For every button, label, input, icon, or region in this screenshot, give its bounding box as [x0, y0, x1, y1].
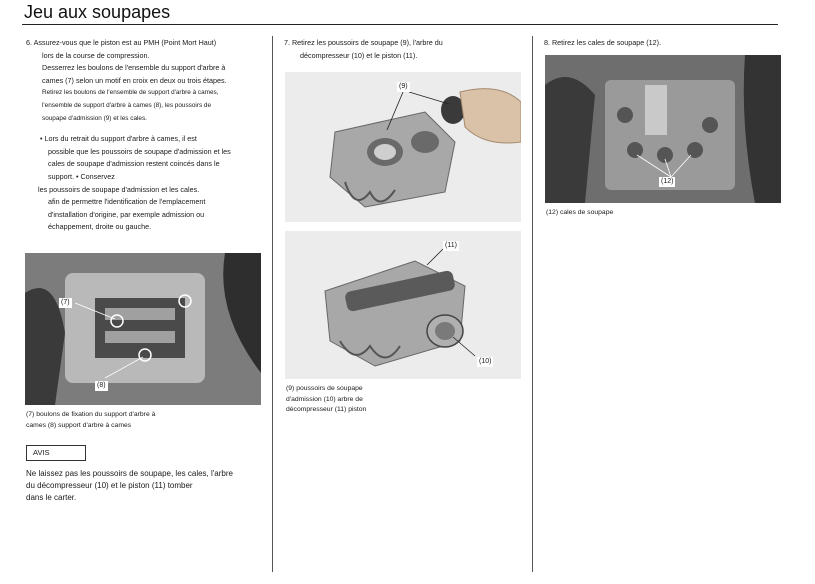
bullet-line: support. • Conservez	[48, 171, 115, 181]
column-divider-1	[272, 36, 273, 572]
bullet-line: d'installation d'origine, par exemple admission ou	[48, 209, 205, 219]
bullet-line: • Lors du retrait du support d'arbre à cames, il est	[40, 134, 197, 144]
callout-11: (11)	[445, 242, 457, 249]
title-divider	[22, 24, 778, 25]
step-6-line: Retirez les boulons de l'ensemble de support d'arbre à cames,	[42, 89, 219, 97]
callout-8: (8)	[97, 382, 106, 389]
step-6-line: l'ensemble de support d'arbre à cames (8), les poussoirs de	[42, 101, 212, 109]
valve-shims-photo	[545, 55, 781, 203]
step-6-text	[26, 37, 266, 234]
caption-line: décompresseur (11) piston	[286, 406, 367, 413]
caption-line: (9) poussoirs de soupape	[286, 385, 363, 392]
notice-line: Ne laissez pas les poussoirs de soupape, les cales, l'arbre	[26, 469, 233, 478]
figure-caption-2	[286, 384, 486, 416]
callout-9: (9)	[399, 83, 408, 90]
step-8-text	[544, 37, 784, 50]
notice-line: dans le carter.	[26, 493, 77, 502]
column-divider-2	[532, 36, 533, 572]
avis-box: AVIS	[26, 445, 86, 461]
step-6-line: 6. Assurez-vous que le piston est au PMH (Point Mort Haut)	[26, 38, 217, 47]
bullet-line: les poussoirs de soupape d'admission et les cales.	[38, 184, 200, 194]
figure-caption-1	[26, 410, 266, 431]
step-8-line: 8. Retirez les cales de soupape (12).	[544, 38, 662, 47]
step-7-line: décompresseur (10) et le piston (11).	[300, 50, 418, 60]
figure-caption-3: (12) cales de soupape	[546, 209, 614, 216]
callout-12: (12)	[661, 178, 674, 185]
bullet-line: échappement, droite ou gauche.	[48, 222, 152, 232]
bullet-line: cales de soupape d'admission restent coincés dans le	[48, 159, 220, 169]
tappet-removal-photo	[285, 72, 521, 222]
step-6-line: soupape d'admission (9) et les cales.	[42, 114, 147, 122]
step-6-line: cames (7) selon un motif en croix en deux ou trois étapes.	[42, 75, 227, 85]
callout-10: (10)	[479, 358, 492, 365]
notice-line: du décompresseur (10) et le piston (11) tomber	[26, 481, 193, 490]
callout-7: (7)	[61, 299, 70, 306]
camshaft-holder-photo	[25, 253, 261, 405]
caption-line: d'admission (10) arbre de	[286, 395, 363, 403]
bullet-line: possible que les poussoirs de soupape d'admission et les	[48, 146, 231, 156]
decompressor-piston-photo	[285, 231, 521, 379]
step-7-text	[284, 37, 524, 62]
bullet-line: afin de permettre l'identification de l'emplacement	[48, 197, 206, 207]
caption-line: cames (8) support d'arbre à cames	[26, 421, 132, 429]
caption-line: (7) boulons de fixation du support d'arbre à	[26, 411, 156, 418]
step-6-line: lors de la course de compression.	[42, 50, 150, 60]
notice-text	[26, 468, 266, 504]
step-7-line: 7. Retirez les poussoirs de soupape (9), l'arbre du	[284, 38, 443, 47]
step-6-line: Desserrez les boulons de l'ensemble du support d'arbre à	[42, 63, 226, 73]
page-title: Jeu aux soupapes	[24, 2, 171, 22]
